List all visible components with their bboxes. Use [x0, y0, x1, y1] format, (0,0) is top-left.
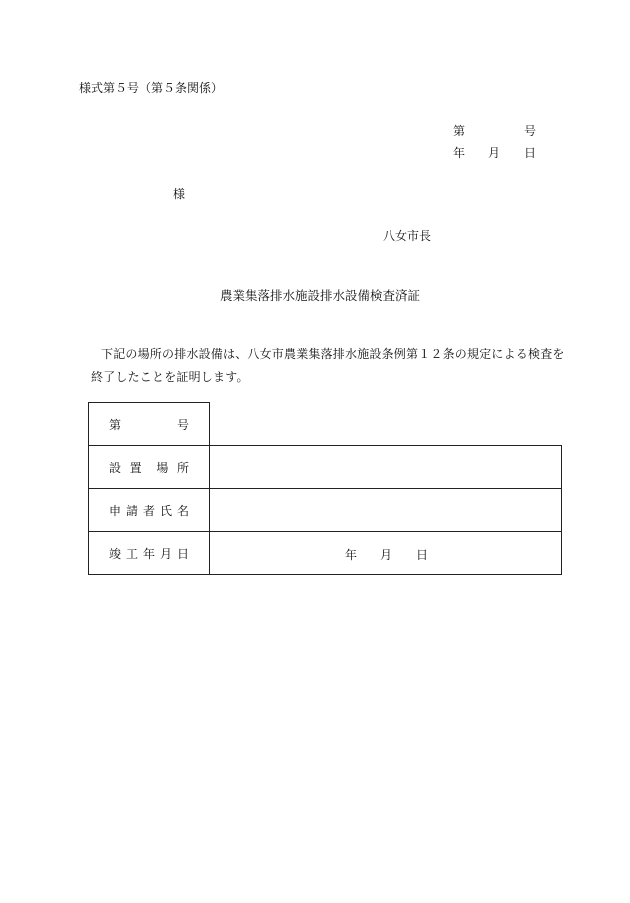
number-label-cell — [89, 403, 210, 446]
label-char: 所 — [176, 460, 189, 475]
number-prefix: 第 — [453, 124, 466, 138]
number-value-cell — [210, 403, 562, 446]
label-char: 月 — [159, 546, 172, 561]
applicant-name-value — [210, 489, 562, 532]
form-label: 様式第５号（第５条関係） — [79, 81, 224, 95]
label-char: 名 — [176, 503, 189, 518]
row-number-prefix: 第 — [109, 417, 122, 432]
applicant-name-label — [89, 489, 210, 532]
completion-date-value — [210, 532, 562, 575]
addressee-honorific: 様 — [173, 187, 186, 201]
label-char: 竣 — [109, 546, 122, 561]
body-text-line-2: 終了したことを証明します。 — [91, 370, 249, 384]
label-char: 日 — [176, 546, 189, 561]
date-year-label: 年 — [453, 146, 466, 160]
completion-year-label: 年 — [345, 548, 358, 562]
document-title: 農業集落排水施設排水設備検査済証 — [220, 288, 421, 303]
label-char: 者 — [142, 503, 155, 518]
installation-location-value — [210, 446, 562, 489]
label-char: 設 — [109, 460, 122, 475]
table-row — [89, 403, 562, 446]
label-char: 場 — [156, 460, 169, 475]
date-day-label: 日 — [524, 146, 537, 160]
label-char: 請 — [125, 503, 138, 518]
row-number-suffix: 号 — [176, 417, 189, 432]
body-text-line-1: 下記の場所の排水設備は、八女市農業集落排水施設条例第１２条の規定による検査を — [101, 347, 565, 361]
certificate-table — [88, 402, 562, 575]
label-char: 年 — [142, 546, 155, 561]
number-suffix: 号 — [524, 124, 537, 138]
completion-date-label — [89, 532, 210, 575]
issuer-name: 八女市長 — [383, 229, 432, 243]
label-char: 氏 — [159, 503, 172, 518]
label-char: 置 — [129, 460, 142, 475]
table-row — [89, 446, 562, 489]
table-row — [89, 489, 562, 532]
installation-location-label — [89, 446, 210, 489]
completion-month-label: 月 — [380, 548, 393, 562]
table-row — [89, 532, 562, 575]
label-char: 申 — [109, 503, 122, 518]
date-month-label: 月 — [488, 146, 501, 160]
label-char: 工 — [125, 546, 138, 561]
completion-day-label: 日 — [416, 548, 429, 562]
